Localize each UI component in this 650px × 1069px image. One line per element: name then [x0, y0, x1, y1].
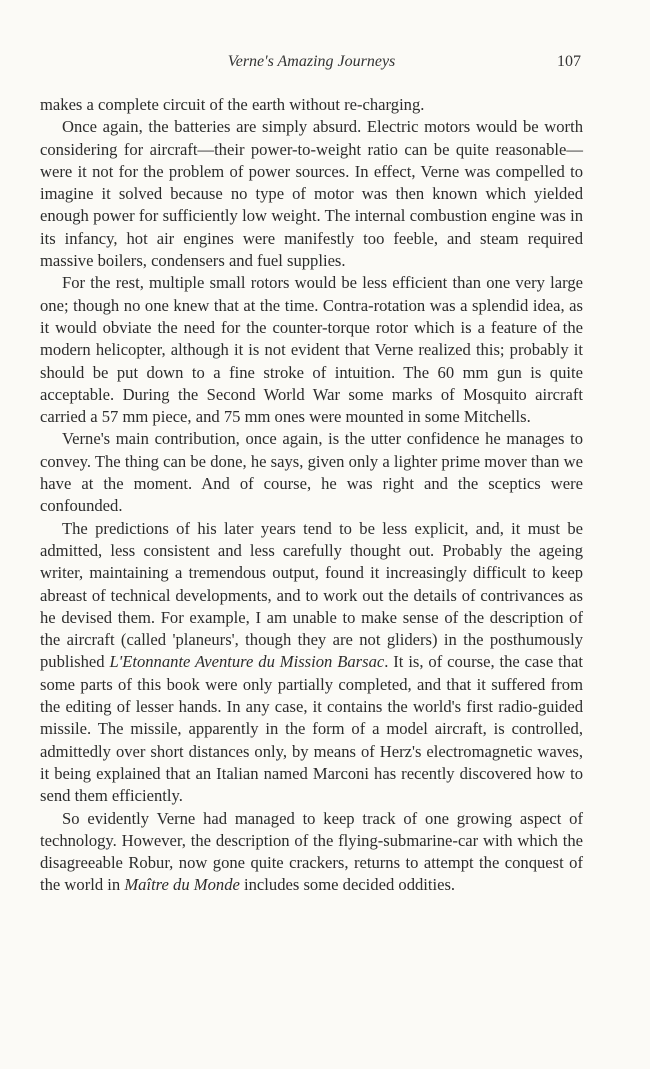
paragraph-5: [40, 518, 583, 808]
paragraph-4: Verne's main contribution, once again, is the utter confidence he manages to convey. The thing can be done, he says, given only a lighter prime mover than we have at the moment. And of course, he was right and the sceptics were confounded.: [40, 429, 583, 516]
paragraph-3: For the rest, multiple small rotors would be less efficient than one very large one; though no one knew that at the time. Contra-rotation was a splendid idea, as it would obviate the need for the counter-torque rotor which is a feature of the modern helicopter, although it is not evident that Verne realized this; probably it should be put down to a fine stroke of intuition. The 60 mm gun is quite acceptable. During the Second World War some marks of Mosquito aircraft carried a 57 mm piece, and 75 mm ones were mounted in some Mitchells.: [40, 273, 583, 427]
paragraph-5-text-after: . It is, of course, the case that some parts of this book were only partially completed, and that it suffered from the editing of lesser hands. In any case, it contains the world's first radio-guided missile. The missile, apparently in the form of a model aircraft, is controlled, admittedly over short distances only, by means of Herz's electromagnetic waves, it being explained that an Italian named Marconi has recently discovered how to send them efficiently.: [40, 652, 584, 806]
running-title: Verne's Amazing Journeys: [227, 53, 396, 70]
paragraph-2: Once again, the batteries are simply absurd. Electric motors would be worth considering for aircraft—their power-to-weight ratio can be quite reasonable—were it not for the problem of power sources. In effect, Verne was compelled to imagine it solved because no type of motor was then known which yielded enough power for sufficiently low weight. The internal combustion engine was in its infancy, hot air engines were manifestly too feeble, and steam required massive boilers, condensers and fuel supplies.: [40, 117, 583, 271]
page-number: 107: [557, 53, 581, 70]
book-title-mission-barsac: L'Etonnante Aventure du Mission Barsac: [109, 652, 385, 672]
paragraph-6-text-before: So evidently Verne had managed to keep track of one growing aspect of technology. However, the description of the flying-submarine-car with which the disagreeable Robur, now gone quite crackers, returns to attempt the conquest of the world in: [40, 808, 583, 895]
paragraph-6: [40, 808, 583, 897]
paragraph-6-text-after: includes some decided oddities.: [239, 875, 456, 895]
book-page: [40, 0, 584, 895]
body-text: [40, 94, 583, 897]
paragraph-1: makes a complete circuit of the earth without re-charging.: [40, 95, 425, 114]
paragraph-5-text-before: The predictions of his later years tend to be less explicit, and, it must be admitted, less consistent and less carefully thought out. Probably the ageing writer, maintaining a tremendous output, found it increasingly difficult to keep abreast of technical developments, and to work out the details of contrivances as he devised them. For example, I am unable to make sense of the description of the aircraft (called 'planeurs', though they are not gliders) in the posthumously published: [40, 518, 583, 672]
book-title-maitre-du-monde: Maître du Monde: [124, 875, 240, 895]
page-header: [40, 0, 583, 80]
